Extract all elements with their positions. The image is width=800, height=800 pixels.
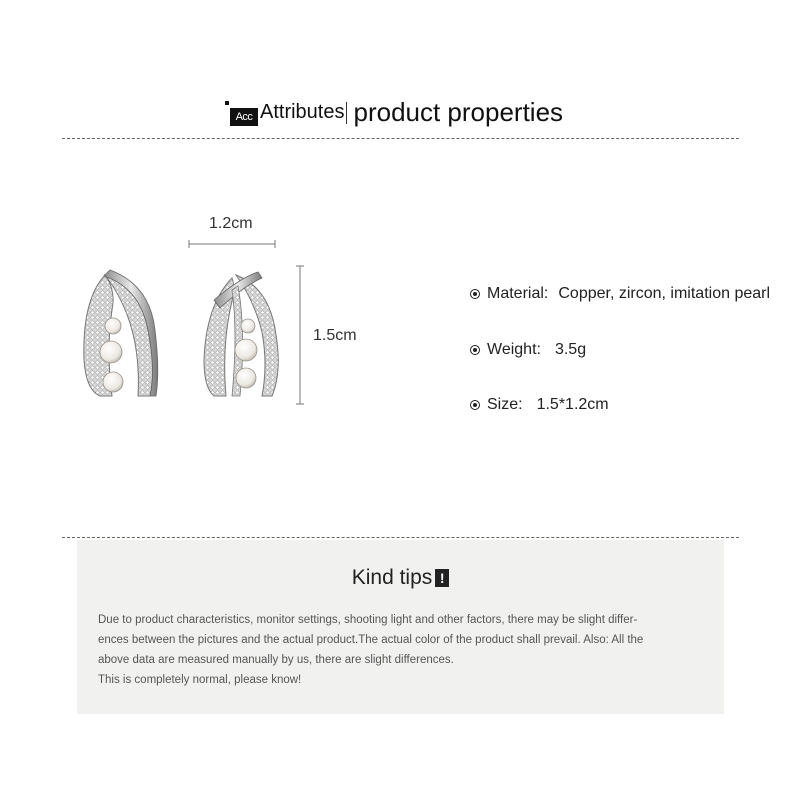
earring-side-image — [204, 272, 278, 396]
top-divider — [62, 138, 739, 139]
spec-value: Copper, zircon, imitation pearl — [558, 285, 771, 302]
bottom-divider — [62, 537, 739, 538]
badge-text: Acc — [230, 108, 258, 126]
attributes-title: Attributes — [260, 101, 345, 123]
spec-weight — [470, 341, 586, 359]
section-header — [224, 93, 563, 127]
height-measure-line — [296, 266, 304, 404]
tips-line: above data are measured manually by us, there are slight differences. — [98, 654, 454, 666]
title-separator — [346, 102, 347, 124]
spec-value: 3.5g — [554, 341, 587, 358]
badge-dot — [225, 101, 229, 105]
bullet-icon — [470, 345, 480, 355]
acc-badge — [224, 101, 258, 127]
spec-size — [470, 396, 609, 414]
tips-line: This is completely normal, please know! — [98, 674, 302, 686]
bullet-icon — [470, 400, 480, 410]
kind-tips-text — [98, 610, 710, 690]
earrings-illustration — [0, 160, 800, 580]
spec-material — [470, 285, 770, 303]
tips-line: Due to product characteristics, monitor settings, shooting light and other factors, there may be slight differ- — [98, 614, 638, 626]
exclamation-icon: ! — [435, 569, 449, 587]
spec-label: Weight: — [487, 341, 541, 358]
width-label: 1.2cm — [209, 215, 253, 232]
kind-tips-title: Kind tips — [351, 566, 433, 589]
tips-line: ences between the pictures and the actual product.The actual color of the product shall prevail. Also: All the — [98, 634, 644, 646]
height-label: 1.5cm — [313, 327, 357, 344]
earring-front-image — [84, 270, 158, 396]
width-measure-line — [189, 240, 275, 248]
spec-label: Size: — [487, 396, 523, 413]
spec-value: 1.5*1.2cm — [536, 396, 609, 413]
product-properties-title: product properties — [353, 97, 564, 127]
bullet-icon — [470, 289, 480, 299]
kind-tips-heading — [77, 566, 724, 590]
spec-label: Material: — [487, 285, 549, 302]
kind-tips-panel — [77, 540, 724, 714]
